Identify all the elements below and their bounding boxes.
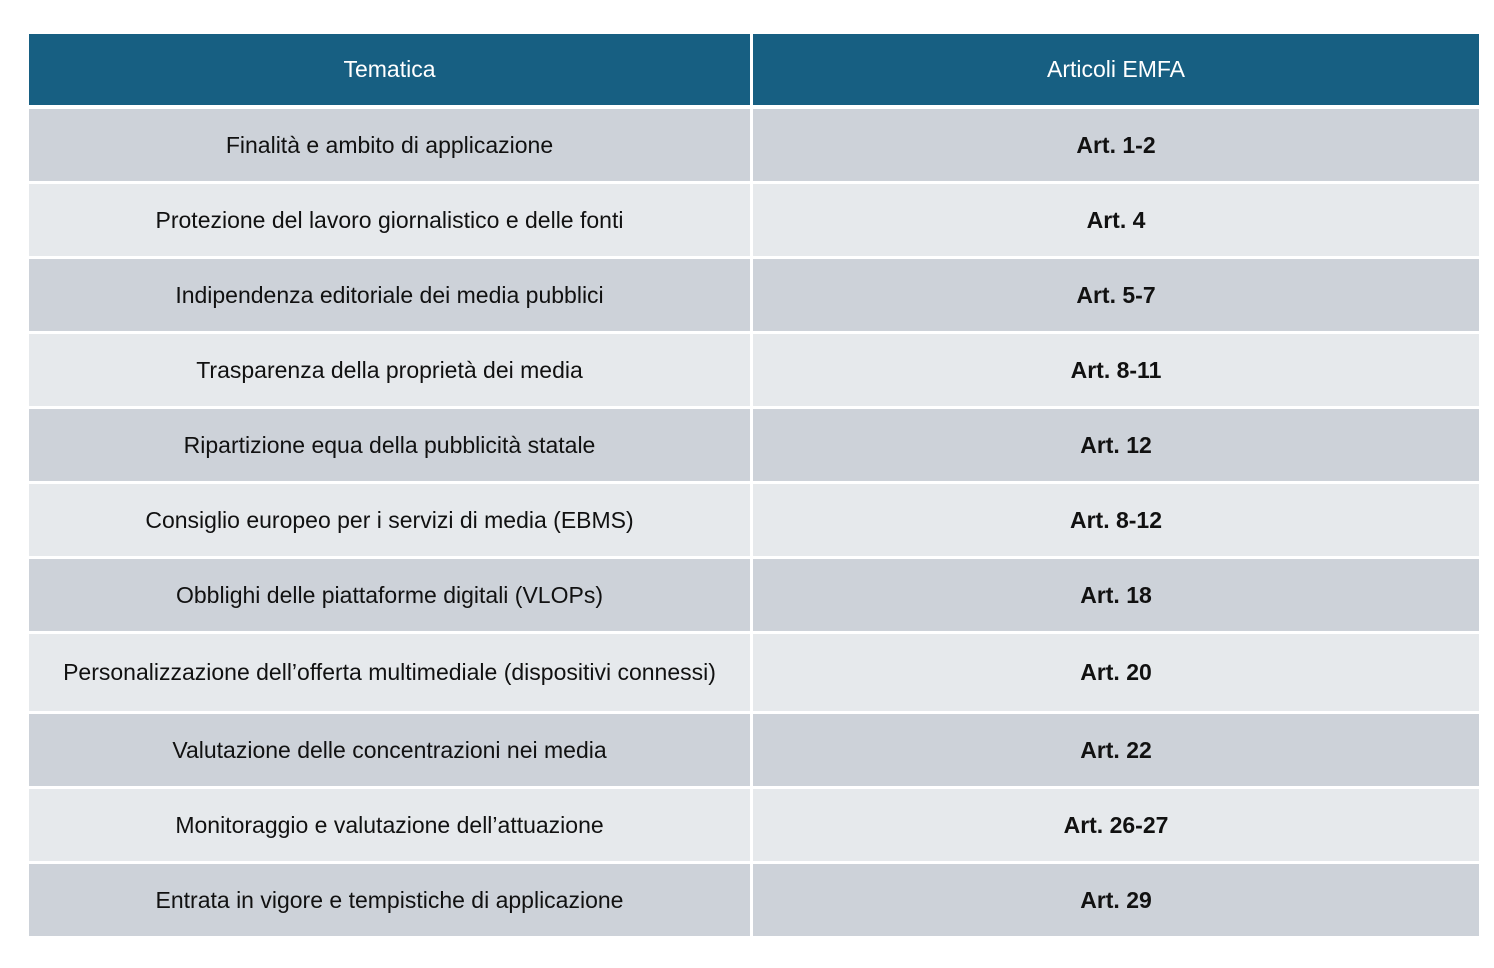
tematica-cell: Entrata in vigore e tempistiche di applicazione [29, 864, 753, 936]
table-row [29, 789, 1479, 864]
tematica-cell: Valutazione delle concentrazioni nei media [29, 714, 753, 789]
tematica-cell: Obblighi delle piattaforme digitali (VLOPs) [29, 559, 753, 634]
articoli-cell: Art. 26-27 [753, 789, 1479, 864]
articoli-cell: Art. 8-12 [753, 484, 1479, 559]
articoli-cell: Art. 1-2 [753, 109, 1479, 184]
articoli-cell: Art. 5-7 [753, 259, 1479, 334]
tematica-cell: Ripartizione equa della pubblicità statale [29, 409, 753, 484]
articoli-cell: Art. 8-11 [753, 334, 1479, 409]
tematica-cell: Trasparenza della proprietà dei media [29, 334, 753, 409]
header-articoli-emfa: Articoli EMFA [753, 34, 1479, 109]
table-row [29, 109, 1479, 184]
table-row [29, 334, 1479, 409]
articoli-cell: Art. 18 [753, 559, 1479, 634]
table-row [29, 864, 1479, 936]
table-row [29, 484, 1479, 559]
articoli-cell: Art. 22 [753, 714, 1479, 789]
tematica-cell: Personalizzazione dell’offerta multimediale (dispositivi connessi) [29, 634, 753, 714]
table-row [29, 714, 1479, 789]
header-tematica: Tematica [29, 34, 753, 109]
tematica-cell: Protezione del lavoro giornalistico e delle fonti [29, 184, 753, 259]
table-row [29, 634, 1479, 714]
table-row [29, 409, 1479, 484]
emfa-articles-table [29, 34, 1479, 936]
header-row [29, 34, 1479, 109]
articoli-cell: Art. 20 [753, 634, 1479, 714]
articoli-cell: Art. 4 [753, 184, 1479, 259]
table-row [29, 259, 1479, 334]
tematica-cell: Indipendenza editoriale dei media pubblici [29, 259, 753, 334]
articoli-cell: Art. 12 [753, 409, 1479, 484]
tematica-cell: Consiglio europeo per i servizi di media (EBMS) [29, 484, 753, 559]
tematica-cell: Monitoraggio e valutazione dell’attuazione [29, 789, 753, 864]
table-row [29, 184, 1479, 259]
table-row [29, 559, 1479, 634]
tematica-cell: Finalità e ambito di applicazione [29, 109, 753, 184]
articoli-cell: Art. 29 [753, 864, 1479, 936]
